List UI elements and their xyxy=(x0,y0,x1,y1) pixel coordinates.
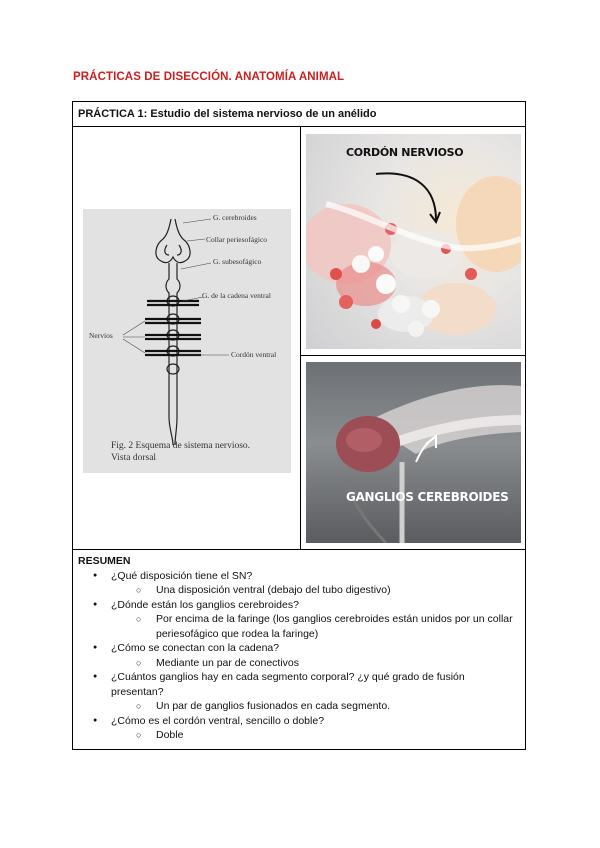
question-1: ● ¿Qué disposición tiene el SN? xyxy=(78,569,518,584)
photo-cordon-drawing xyxy=(306,134,521,349)
answer-1: ○ Una disposición ventral (debajo del tubo digestivo) xyxy=(78,583,518,598)
document-title: PRÁCTICAS DE DISECCIÓN. ANATOMÍA ANIMAL xyxy=(73,71,345,83)
question-4: ● ¿Cuántos ganglios hay en cada segmento corporal? ¿y qué grado de fusión presentan? xyxy=(78,670,518,699)
summary-section xyxy=(78,554,518,743)
answer-5: ○ Doble xyxy=(78,728,518,743)
label-collar: Collar periesofágico xyxy=(206,235,268,244)
column-divider xyxy=(300,127,301,549)
photo-bottom-label: GANGLIOS CEREBROIDES xyxy=(346,490,509,504)
question-3: ● ¿Cómo se conectan con la cadena? xyxy=(78,641,518,656)
question-5: ● ¿Cómo es el cordón ventral, sencillo o doble? xyxy=(78,714,518,729)
photo-top-label: CORDÓN NERVIOSO xyxy=(346,146,464,159)
answer-2: ○ Por encima de la faringe (los ganglios cerebroides están unidos por un collar periesofágico que rodea la faringe) xyxy=(78,612,518,641)
photo-divider xyxy=(301,355,525,356)
practice-title: PRÁCTICA 1: Estudio del sistema nervioso de un anélido xyxy=(78,108,377,120)
figure-caption-line2: Vista dorsal xyxy=(111,453,157,463)
question-2: ● ¿Dónde están los ganglios cerebroides? xyxy=(78,598,518,613)
label-cerebroides: G. cerebroides xyxy=(213,213,257,222)
figure-caption-line1: Fig. 2 Esquema de sistema nervioso. xyxy=(111,441,251,451)
diagram-drawing xyxy=(83,209,291,473)
photo-cordon-nervioso xyxy=(306,134,521,349)
answer-4: ○ Un par de ganglios fusionados en cada segmento. xyxy=(78,699,518,714)
photo-ganglios-drawing xyxy=(306,362,521,543)
practice-table xyxy=(72,101,526,750)
nervous-system-diagram xyxy=(83,209,291,473)
label-subesofagico: G. subesofágico xyxy=(213,257,262,266)
answer-3: ○ Mediante un par de conectivos xyxy=(78,656,518,671)
summary-divider xyxy=(73,549,525,550)
summary-heading: RESUMEN xyxy=(78,555,131,567)
label-cordon: Cordón ventral xyxy=(231,350,277,359)
label-cadena: G. de la cadena ventral xyxy=(202,291,271,300)
photo-ganglios-cerebroides xyxy=(306,362,521,543)
label-nervios: Nervios xyxy=(89,331,113,340)
practice-header xyxy=(73,102,525,127)
